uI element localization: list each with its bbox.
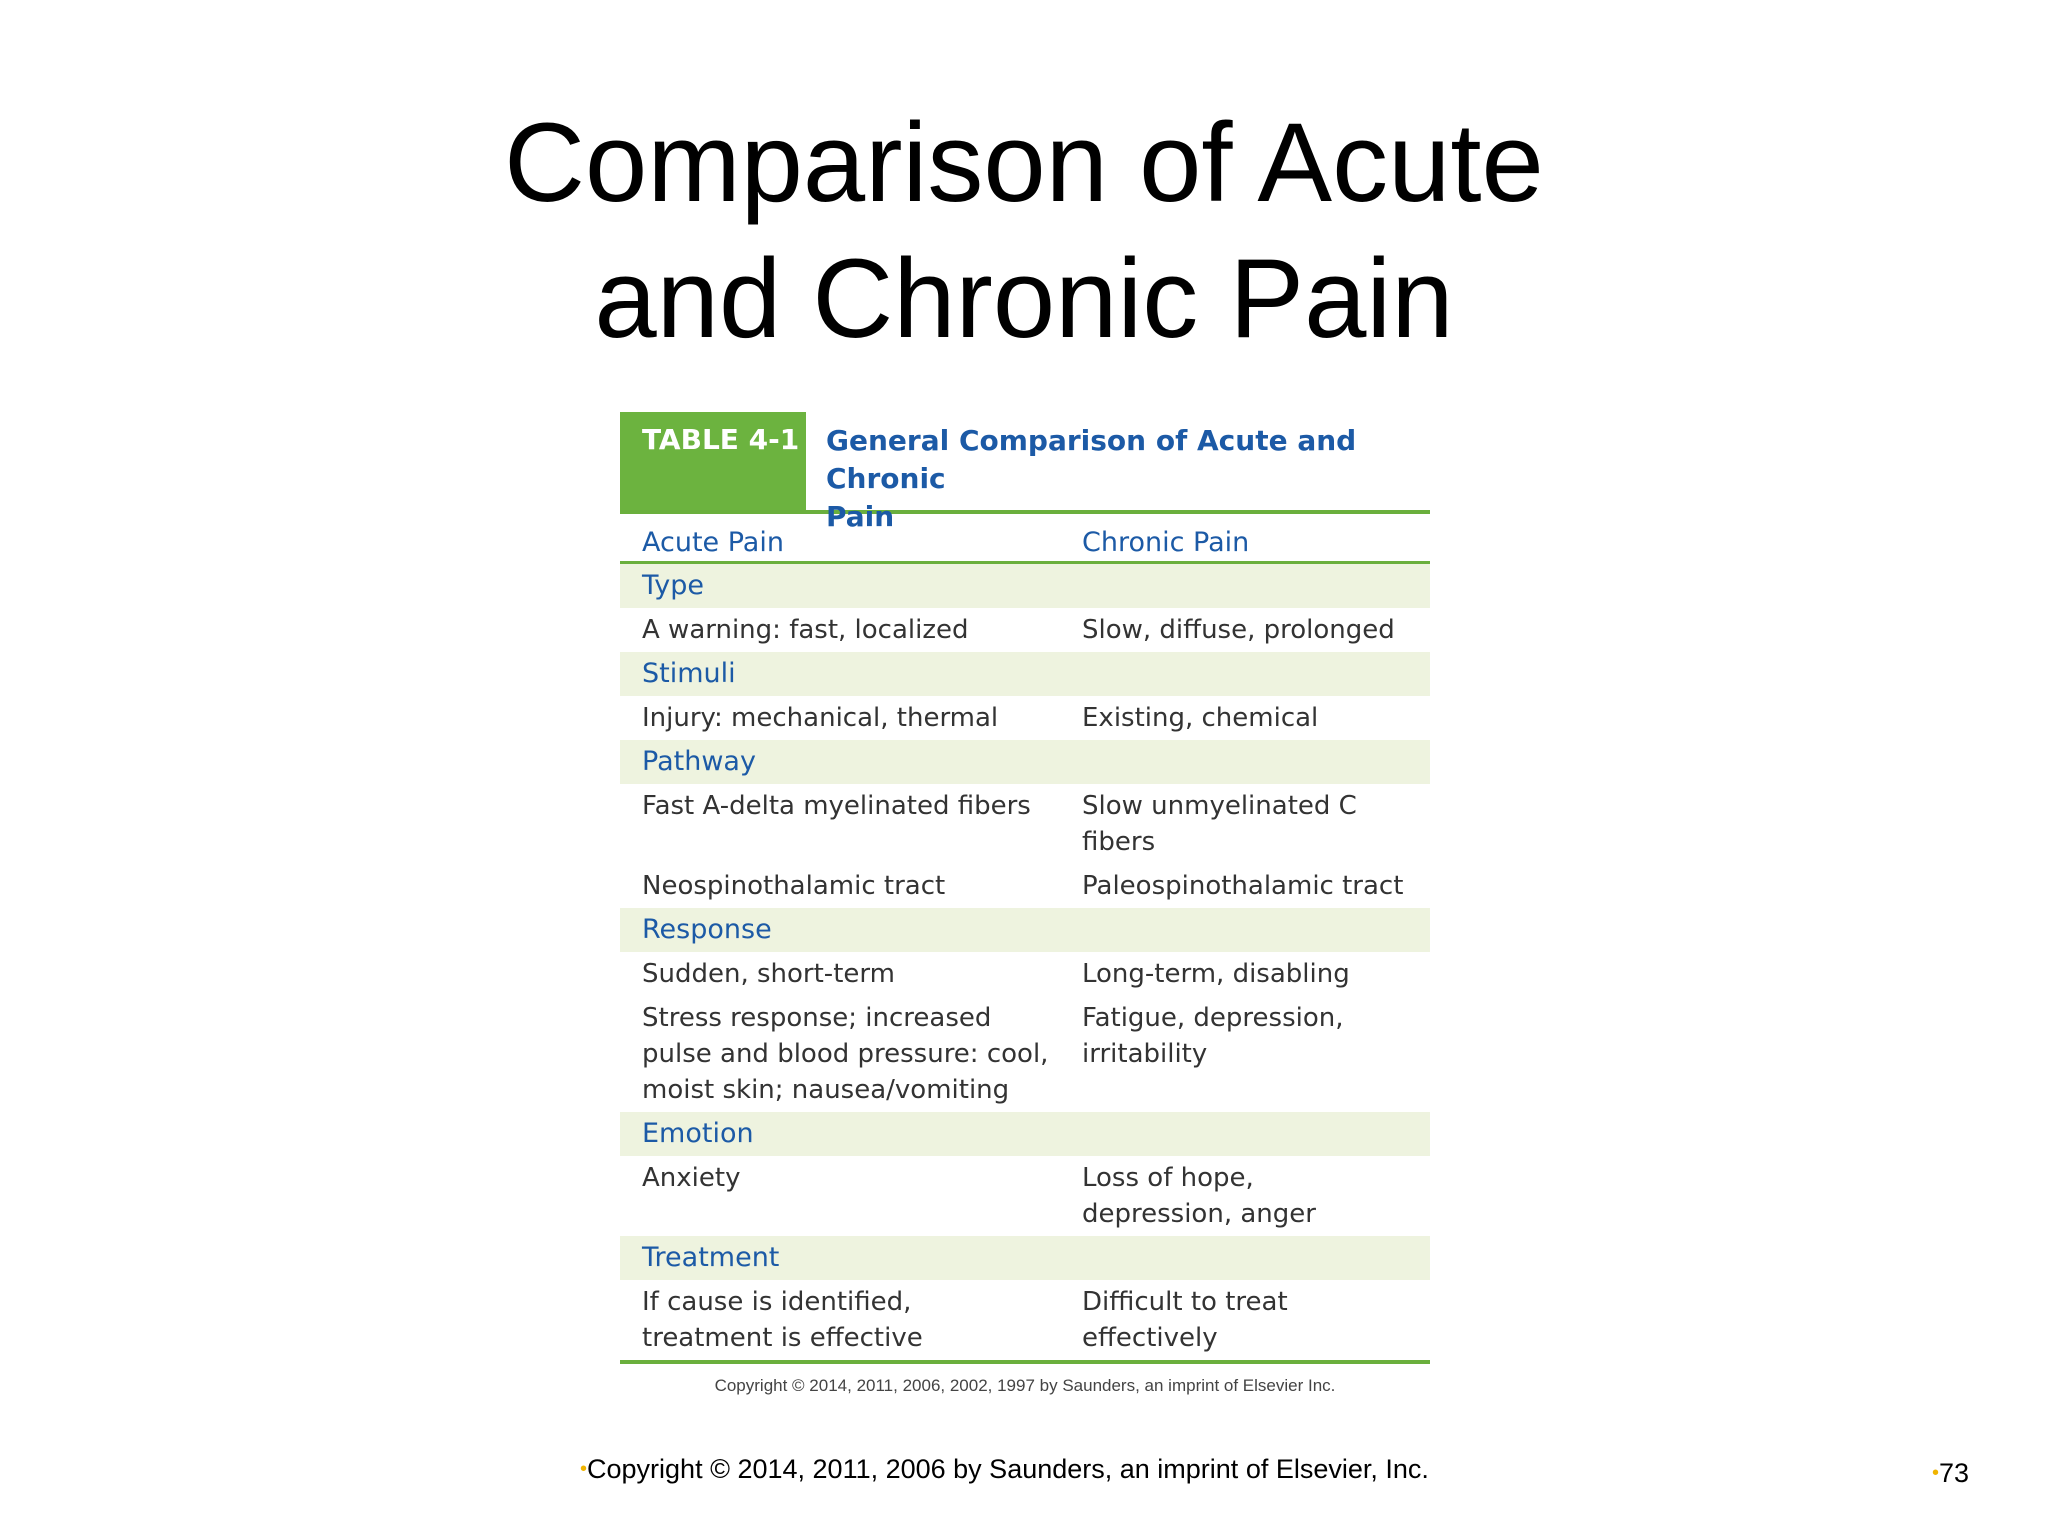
- table-row: [620, 1280, 1430, 1360]
- column-header-acute: Acute Pain: [642, 527, 784, 558]
- cell-text-line: pulse and blood pressure: cool,: [642, 1039, 1049, 1069]
- table-body: [620, 564, 1430, 1360]
- table-row: [620, 696, 1430, 740]
- cell-text-line: effectively: [1082, 1323, 1218, 1353]
- page-number: [1932, 1458, 1969, 1489]
- section-heading: Response: [620, 908, 1430, 952]
- table-caption: [806, 412, 1430, 533]
- acute-cell: [620, 956, 1082, 992]
- cell-text-line: Fast A-delta myelinated fibers: [642, 791, 1031, 821]
- cell-text-line: Fatigue, depression,: [1082, 1003, 1344, 1033]
- table-caption-line: General Comparison of Acute and Chronic: [826, 424, 1357, 495]
- page-number-text: 73: [1939, 1458, 1970, 1488]
- table-row: [620, 996, 1430, 1112]
- cell-text-line: depression, anger: [1082, 1199, 1316, 1229]
- slide-title-line: Comparison of Acute: [504, 100, 1544, 225]
- table-row: [620, 608, 1430, 652]
- cell-text-line: moist skin; nausea/vomiting: [642, 1075, 1010, 1105]
- footer-copyright: [580, 1454, 1429, 1485]
- slide-title: [0, 95, 2048, 367]
- table-caption-line: Pain: [826, 500, 895, 533]
- table-bottom-rule: [620, 1360, 1430, 1364]
- acute-cell: [620, 1160, 1082, 1232]
- acute-cell: [620, 788, 1082, 860]
- chronic-cell: [1082, 612, 1430, 648]
- table-row: [620, 1156, 1430, 1236]
- cell-text-line: Slow, diffuse, prolonged: [1082, 615, 1395, 645]
- cell-text-line: If cause is identified,: [642, 1287, 912, 1317]
- cell-text-line: Slow unmyelinated C: [1082, 791, 1357, 821]
- chronic-cell: [1082, 700, 1430, 736]
- section-heading: Treatment: [620, 1236, 1430, 1280]
- chronic-cell: [1082, 1000, 1430, 1108]
- bullet-icon: •: [1932, 1462, 1940, 1484]
- cell-text-line: Difficult to treat: [1082, 1287, 1288, 1317]
- cell-text-line: Sudden, short-term: [642, 959, 895, 989]
- bullet-icon: •: [580, 1458, 588, 1480]
- section-heading: Stimuli: [620, 652, 1430, 696]
- cell-text-line: Neospinothalamic tract: [642, 871, 946, 901]
- table-row: [620, 864, 1430, 908]
- table-number-label: TABLE 4-1: [620, 412, 806, 510]
- acute-cell: [620, 700, 1082, 736]
- cell-text-line: Injury: mechanical, thermal: [642, 703, 999, 733]
- table-header: [620, 412, 1430, 533]
- table-credit: Copyright © 2014, 2011, 2006, 2002, 1997 by Saunders, an imprint of Elsevier Inc.: [714, 1376, 1336, 1395]
- table-row: [620, 952, 1430, 996]
- cell-text-line: Paleospinothalamic tract: [1082, 871, 1404, 901]
- cell-text-line: Existing, chemical: [1082, 703, 1319, 733]
- section-heading: Pathway: [620, 740, 1430, 784]
- section-heading: Type: [620, 564, 1430, 608]
- chronic-cell: [1082, 956, 1430, 992]
- footer-copyright-text: Copyright © 2014, 2011, 2006 by Saunders, an imprint of Elsevier, Inc.: [587, 1454, 1429, 1484]
- cell-text-line: Long-term, disabling: [1082, 959, 1350, 989]
- section-heading: Emotion: [620, 1112, 1430, 1156]
- cell-text-line: A warning: fast, localized: [642, 615, 969, 645]
- acute-cell: [620, 612, 1082, 648]
- column-header-chronic: Chronic Pain: [1082, 527, 1250, 558]
- acute-cell: [620, 868, 1082, 904]
- cell-text-line: Anxiety: [642, 1163, 741, 1193]
- cell-text-line: Loss of hope,: [1082, 1163, 1254, 1193]
- acute-cell: [620, 1284, 1082, 1356]
- slide-title-line: and Chronic Pain: [594, 236, 1454, 361]
- cell-text-line: treatment is effective: [642, 1323, 923, 1353]
- table-row: [620, 784, 1430, 864]
- acute-cell: [620, 1000, 1082, 1108]
- chronic-cell: [1082, 1160, 1430, 1232]
- cell-text-line: fibers: [1082, 827, 1156, 857]
- comparison-table: [620, 412, 1430, 1396]
- chronic-cell: [1082, 788, 1430, 860]
- chronic-cell: [1082, 1284, 1430, 1356]
- chronic-cell: [1082, 868, 1430, 904]
- cell-text-line: irritability: [1082, 1039, 1208, 1069]
- cell-text-line: Stress response; increased: [642, 1003, 992, 1033]
